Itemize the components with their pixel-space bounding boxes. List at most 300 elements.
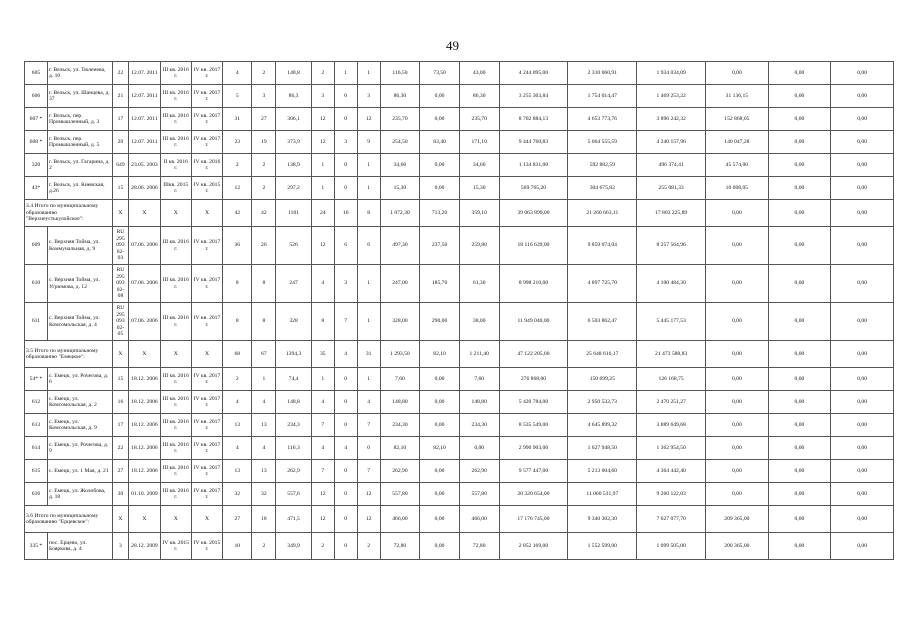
table-cell: III кв. 2016 г.: [160, 265, 191, 303]
table-cell: 0,00: [768, 200, 831, 227]
table-cell: 247: [276, 265, 311, 303]
table-cell: 5 420 784,00: [499, 391, 568, 414]
table-cell: 12: [311, 506, 334, 533]
table-cell: 21 260 663,11: [568, 200, 637, 227]
table-cell: с. Емецк, ул. Комсомольская, д. 2: [47, 391, 112, 414]
table-cell: 3.6 Итого по муниципальному образованию "Ерцевское":: [25, 506, 113, 533]
table-cell: 43*: [25, 177, 48, 200]
table-cell: с. Емецк, ул. Рочегова, д. 9: [47, 437, 112, 460]
table-cell: 13: [223, 414, 252, 437]
table-cell: 13: [252, 460, 276, 483]
table-cell: г. Вельск, ул. Шанцева, д. 37: [47, 85, 112, 108]
table-cell: 11 060 531,97: [568, 483, 637, 506]
table-cell: IV кв. 2017 г.: [191, 437, 222, 460]
table-row: [25, 85, 894, 108]
table-cell: 0,00: [768, 414, 831, 437]
table-cell: 0,00: [706, 341, 769, 368]
table-cell: 0,00: [768, 368, 831, 391]
table-cell: 32: [252, 483, 276, 506]
table-cell: 8 257 564,96: [637, 227, 706, 265]
table-cell: 30: [112, 483, 129, 506]
table-cell: 86,30: [459, 85, 499, 108]
table-cell: 2: [223, 368, 252, 391]
table-row: [25, 391, 894, 414]
table-cell: 0: [334, 368, 357, 391]
table-cell: IV кв. 2017 г.: [191, 227, 222, 265]
table-cell: 3.5 Итого по муниципальному образованию "Емецкое":: [25, 341, 113, 368]
table-cell: 32: [223, 483, 252, 506]
table-cell: 15: [112, 177, 129, 200]
table-cell: 616: [25, 483, 48, 506]
table-cell: 12.07. 2011: [129, 108, 160, 131]
table-cell: 12.07. 2011: [129, 85, 160, 108]
table-cell: 74,4: [276, 368, 311, 391]
table-cell: 86,3: [276, 85, 311, 108]
table-cell: IV кв. 2017 г.: [191, 303, 222, 341]
table-cell: 152 868,05: [706, 108, 769, 131]
table-cell: X: [191, 200, 222, 227]
table-cell: II кв. 2016 г.: [160, 154, 191, 177]
table-cell: X: [129, 506, 160, 533]
table-cell: 3: [112, 533, 129, 560]
table-cell: 7: [311, 414, 334, 437]
table-cell: 34,60: [380, 154, 420, 177]
table-cell: 7: [311, 460, 334, 483]
table-cell: X: [191, 341, 222, 368]
table-cell: 72,80: [459, 533, 499, 560]
table-cell: 569 765,20: [499, 177, 568, 200]
table-cell: IV кв. 2017 г.: [191, 460, 222, 483]
table-cell: 306,1: [276, 108, 311, 131]
table-cell: III кв. 2016 г.: [160, 108, 191, 131]
table-cell: 0,00: [420, 85, 460, 108]
table-cell: 0,00: [831, 200, 894, 227]
table-row: [25, 303, 894, 341]
table-cell: 6: [334, 227, 357, 265]
table-cell: 8: [223, 303, 252, 341]
table-cell: III кв. 2016 г.: [160, 368, 191, 391]
table-cell: 25 648 616,17: [568, 341, 637, 368]
table-cell: 0,00: [706, 414, 769, 437]
table-cell: 359,10: [459, 200, 499, 227]
table-cell: 0,00: [831, 533, 894, 560]
table-cell: 4: [311, 391, 334, 414]
table-cell: RU 295 093 02- 05: [112, 303, 129, 341]
table-cell: 9 444 760,83: [499, 131, 568, 154]
table-row: [25, 154, 894, 177]
table-cell: X: [160, 506, 191, 533]
table-cell: 13: [252, 414, 276, 437]
table-cell: 0,00: [768, 391, 831, 414]
table-cell: 07.06. 2006: [129, 303, 160, 341]
table-cell: 72,80: [380, 533, 420, 560]
table-cell: 0,00: [831, 368, 894, 391]
table-cell: 4 364 442,40: [637, 460, 706, 483]
table-cell: 5 064 555,59: [568, 131, 637, 154]
table-cell: IV кв. 2015 г.: [191, 177, 222, 200]
table-cell: 4: [252, 437, 276, 460]
table-cell: 290,00: [420, 303, 460, 341]
table-cell: IV кв. 2015 г.: [191, 533, 222, 560]
table-cell: 0,00: [420, 460, 460, 483]
table-cell: 86,30: [380, 85, 420, 108]
table-cell: 07.06. 2006: [129, 265, 160, 303]
table-cell: 21: [112, 85, 129, 108]
page-number: 49: [446, 38, 459, 53]
table-cell: 255 081,33: [637, 177, 706, 200]
table-cell: III кв. 2016 г.: [160, 414, 191, 437]
subtotal-row: [25, 341, 894, 368]
table-cell: 2: [252, 177, 276, 200]
table-cell: 23: [223, 131, 252, 154]
table-cell: 373,9: [276, 131, 311, 154]
table-cell: 497,30: [380, 227, 420, 265]
table-cell: 234,30: [380, 414, 420, 437]
table-cell: 35: [311, 341, 334, 368]
table-cell: 21 473 588,83: [637, 341, 706, 368]
table-cell: 3: [252, 85, 276, 108]
table-cell: 0,00: [706, 391, 769, 414]
table-cell: 1 134 831,00: [499, 154, 568, 177]
table-cell: 45 574,00: [706, 154, 769, 177]
table-cell: 10: [223, 533, 252, 560]
table-cell: IV кв. 2017 г.: [191, 391, 222, 414]
table-cell: 17: [112, 414, 129, 437]
table-cell: 12: [357, 506, 380, 533]
table-cell: 12.07. 2011: [129, 62, 160, 85]
table-cell: г. Вельск, пер. Промышленный, д. 3: [47, 108, 112, 131]
table-row: [25, 533, 894, 560]
table-cell: с. Верхняя Тойма, ул. Коммунальная, д. 9: [47, 227, 112, 265]
table-cell: 0,00: [831, 303, 894, 341]
table-cell: пос. Ерцево, ул. Бояркова, д. 4: [47, 533, 112, 560]
table-row: [25, 368, 894, 391]
table-cell: 0,00: [420, 506, 460, 533]
table-cell: 1101: [276, 200, 311, 227]
table-cell: 1: [357, 303, 380, 341]
table-cell: 12: [311, 483, 334, 506]
table-cell: 234,3: [276, 414, 311, 437]
table-cell: 254,50: [380, 131, 420, 154]
table-cell: 8 535 549,00: [499, 414, 568, 437]
table-cell: 609: [25, 227, 48, 265]
table-cell: 234,30: [459, 414, 499, 437]
table-cell: 0,00: [831, 62, 894, 85]
table-cell: г. Вельск, ул. Киевская, д.26: [47, 177, 112, 200]
table-cell: IV кв. 2016 г.: [191, 154, 222, 177]
table-cell: 28.06. 2006: [129, 177, 160, 200]
table-cell: 200 365,00: [706, 533, 769, 560]
table-cell: 19: [252, 131, 276, 154]
table-cell: 5 213 004,60: [568, 460, 637, 483]
table-cell: 28.12. 2009: [129, 533, 160, 560]
table-cell: 73,50: [420, 62, 460, 85]
housing-program-table: [24, 61, 894, 560]
table-cell: 140 047,28: [706, 131, 769, 154]
table-row: [25, 108, 894, 131]
table-cell: 1 362 954,50: [637, 437, 706, 460]
table-cell: 54* *: [25, 368, 48, 391]
table-cell: 0,00: [706, 200, 769, 227]
table-cell: 3: [334, 131, 357, 154]
table-cell: с. Верхняя Тойма, ул. Комсомольская, д. 4: [47, 303, 112, 341]
table-cell: 1 627 948,50: [568, 437, 637, 460]
table-cell: 12.07. 2011: [129, 131, 160, 154]
table-cell: 12: [311, 108, 334, 131]
table-cell: 3 889 649,68: [637, 414, 706, 437]
table-cell: 0,00: [706, 265, 769, 303]
table-cell: 2 852 169,00: [499, 533, 568, 560]
table-row: [25, 414, 894, 437]
table-cell: 471,5: [276, 506, 311, 533]
table-cell: 11 949 040,00: [499, 303, 568, 341]
table-cell: III кв. 2016 г.: [160, 437, 191, 460]
table-cell: 31: [357, 341, 380, 368]
table-cell: 39 063 899,00: [499, 200, 568, 227]
table-cell: 4: [223, 437, 252, 460]
table-cell: 2 470 251,27: [637, 391, 706, 414]
table-cell: 466,00: [459, 506, 499, 533]
table-cell: 07.06. 2006: [129, 227, 160, 265]
table-cell: IV кв. 2017 г.: [191, 483, 222, 506]
table-cell: 17 176 745,00: [499, 506, 568, 533]
table-cell: 2: [311, 62, 334, 85]
table-cell: 2: [311, 533, 334, 560]
table-cell: 713,20: [420, 200, 460, 227]
table-cell: 613: [25, 414, 48, 437]
table-cell: 7: [357, 460, 380, 483]
table-cell: IV кв. 2017 г.: [191, 414, 222, 437]
table-cell: 349,9: [276, 533, 311, 560]
table-cell: 38,00: [459, 303, 499, 341]
table-cell: 9 859 074,04: [568, 227, 637, 265]
table-cell: 614: [25, 437, 48, 460]
table-cell: 262,90: [459, 460, 499, 483]
table-cell: 3: [311, 85, 334, 108]
table-cell: 82,10: [420, 341, 460, 368]
table-cell: 36: [223, 227, 252, 265]
table-cell: 0,00: [459, 437, 499, 460]
table-cell: 320: [25, 154, 48, 177]
table-cell: 1 754 014,47: [568, 85, 637, 108]
table-cell: 17 803 225,89: [637, 200, 706, 227]
table-cell: 18 116 639,00: [499, 227, 568, 265]
table-cell: X: [112, 506, 129, 533]
table-cell: 3 255 303,84: [499, 85, 568, 108]
table-cell: 0,00: [706, 62, 769, 85]
table-row: [25, 265, 894, 303]
table-cell: III кв. 2016 г.: [160, 227, 191, 265]
table-row: [25, 460, 894, 483]
table-cell: 116,3: [276, 437, 311, 460]
table-cell: X: [160, 200, 191, 227]
table-cell: 67: [252, 341, 276, 368]
table-cell: 0,00: [420, 177, 460, 200]
table-cell: 1 099 505,00: [637, 533, 706, 560]
table-cell: 0,00: [831, 483, 894, 506]
subtotal-row: [25, 506, 894, 533]
table-cell: 4: [334, 341, 357, 368]
table-cell: 2: [357, 533, 380, 560]
table-cell: 2: [223, 154, 252, 177]
table-cell: 8 998 210,00: [499, 265, 568, 303]
table-cell: 0,00: [768, 227, 831, 265]
table-cell: 116,50: [380, 62, 420, 85]
table-cell: 4 897 725,70: [568, 265, 637, 303]
table-cell: 3: [357, 85, 380, 108]
table-cell: 0,00: [768, 265, 831, 303]
table-cell: 12: [311, 227, 334, 265]
table-cell: 1 293,50: [380, 341, 420, 368]
table-cell: г. Вельск, ул. Тюленева, д. 10: [47, 62, 112, 85]
table-cell: 0,00: [831, 265, 894, 303]
table-cell: с. Емецк, ул. Рочегова, д. 6: [47, 368, 112, 391]
table-cell: 0,00: [420, 414, 460, 437]
table-cell: 22: [112, 437, 129, 460]
table-cell: 526: [276, 227, 311, 265]
table-cell: 82,10: [420, 437, 460, 460]
table-cell: 34,60: [459, 154, 499, 177]
table-cell: 0,00: [706, 227, 769, 265]
table-cell: 3: [334, 265, 357, 303]
table-cell: 608 *: [25, 131, 48, 154]
table-cell: 43,00: [459, 62, 499, 85]
table-cell: 0: [334, 460, 357, 483]
table-cell: 0: [334, 483, 357, 506]
table-cell: 0,00: [420, 483, 460, 506]
table-cell: 126 168,75: [637, 368, 706, 391]
table-cell: 27: [112, 460, 129, 483]
table-cell: 328,00: [380, 303, 420, 341]
table-cell: 61,30: [459, 265, 499, 303]
table-cell: 4: [223, 62, 252, 85]
table-cell: 4: [311, 437, 334, 460]
table-cell: RU 295 093 02- 08: [112, 265, 129, 303]
table-cell: 0,00: [768, 62, 831, 85]
table-cell: 0,00: [831, 391, 894, 414]
table-cell: 0: [334, 391, 357, 414]
table-cell: 148,8: [276, 62, 311, 85]
table-cell: 18: [252, 506, 276, 533]
table-cell: 0,00: [420, 391, 460, 414]
table-cell: 15: [112, 368, 129, 391]
table-cell: 42: [223, 200, 252, 227]
table-cell: 68: [223, 341, 252, 368]
table-cell: 31 136,15: [706, 85, 769, 108]
table-cell: IV кв. 2017 г.: [191, 368, 222, 391]
table-cell: 297,2: [276, 177, 311, 200]
table-cell: 235,70: [380, 108, 420, 131]
table-cell: 47 122 205,00: [499, 341, 568, 368]
table-cell: 0,00: [831, 85, 894, 108]
table-cell: 01.10. 2009: [129, 483, 160, 506]
table-cell: 0,00: [768, 460, 831, 483]
table-cell: 2 950 532,73: [568, 391, 637, 414]
table-cell: 0,00: [768, 341, 831, 368]
table-cell: 1: [357, 368, 380, 391]
table-cell: 185,70: [420, 265, 460, 303]
table-cell: 20 320 654,00: [499, 483, 568, 506]
table-cell: 18.12. 2006: [129, 368, 160, 391]
table-cell: 12: [311, 131, 334, 154]
table-cell: 8: [223, 265, 252, 303]
table-cell: 237,50: [420, 227, 460, 265]
table-row: [25, 483, 894, 506]
table-cell: 0,00: [420, 533, 460, 560]
table-cell: 0,00: [831, 341, 894, 368]
table-cell: 5: [223, 85, 252, 108]
table-cell: 0,00: [831, 460, 894, 483]
table-cell: 1: [252, 368, 276, 391]
table-cell: 259,80: [459, 227, 499, 265]
table-cell: IV кв. 2017 г.: [191, 85, 222, 108]
table-cell: 2: [252, 154, 276, 177]
table-cell: 4: [252, 391, 276, 414]
table-cell: 496 374,41: [637, 154, 706, 177]
table-cell: 23.05. 2003: [129, 154, 160, 177]
table-cell: 4: [223, 391, 252, 414]
table-cell: 607 *: [25, 108, 48, 131]
table-cell: 0,00: [706, 460, 769, 483]
table-cell: 0,00: [420, 108, 460, 131]
table-cell: X: [112, 341, 129, 368]
table-row: [25, 437, 894, 460]
table-cell: 1: [357, 154, 380, 177]
table-cell: 335 *: [25, 533, 48, 560]
table-cell: 8: [357, 200, 380, 227]
table-cell: 6: [357, 227, 380, 265]
table-cell: 4 653 773,76: [568, 108, 637, 131]
table-cell: 7,60: [459, 368, 499, 391]
table-cell: 1: [357, 177, 380, 200]
table-cell: 649: [112, 154, 129, 177]
table-cell: 0,00: [420, 368, 460, 391]
table-cell: IV кв. 2017 г.: [191, 265, 222, 303]
table-cell: 9 340 302,30: [568, 506, 637, 533]
table-cell: IV кв. 2015 г.: [160, 533, 191, 560]
table-cell: 1: [311, 177, 334, 200]
table-cell: IIIкв. 2015 г.: [160, 177, 191, 200]
table-cell: 605: [25, 62, 48, 85]
table-cell: 0,00: [831, 414, 894, 437]
table-cell: 1 072,30: [380, 200, 420, 227]
table-cell: 0,00: [768, 108, 831, 131]
table-cell: 1: [357, 62, 380, 85]
table-cell: 12: [357, 108, 380, 131]
table-cell: 8: [311, 303, 334, 341]
table-cell: 22: [112, 62, 129, 85]
table-cell: 0,00: [706, 483, 769, 506]
table-cell: 611: [25, 303, 48, 341]
table-cell: 1394,3: [276, 341, 311, 368]
table-cell: 0: [357, 437, 380, 460]
table-cell: 18.12. 2006: [129, 437, 160, 460]
table-cell: 0,00: [768, 437, 831, 460]
table-row: [25, 62, 894, 85]
table-cell: 1 469 253,22: [637, 85, 706, 108]
table-cell: 10 008,05: [706, 177, 769, 200]
table-cell: 4: [334, 437, 357, 460]
table-cell: 5 445 177,53: [637, 303, 706, 341]
table-cell: 0,00: [831, 227, 894, 265]
table-cell: 15,30: [380, 177, 420, 200]
table-cell: 171,10: [459, 131, 499, 154]
table-cell: 8 702 884,13: [499, 108, 568, 131]
table-cell: 1: [311, 368, 334, 391]
table-cell: 4 645 899,32: [568, 414, 637, 437]
table-cell: 0,00: [768, 85, 831, 108]
table-cell: 42: [252, 200, 276, 227]
